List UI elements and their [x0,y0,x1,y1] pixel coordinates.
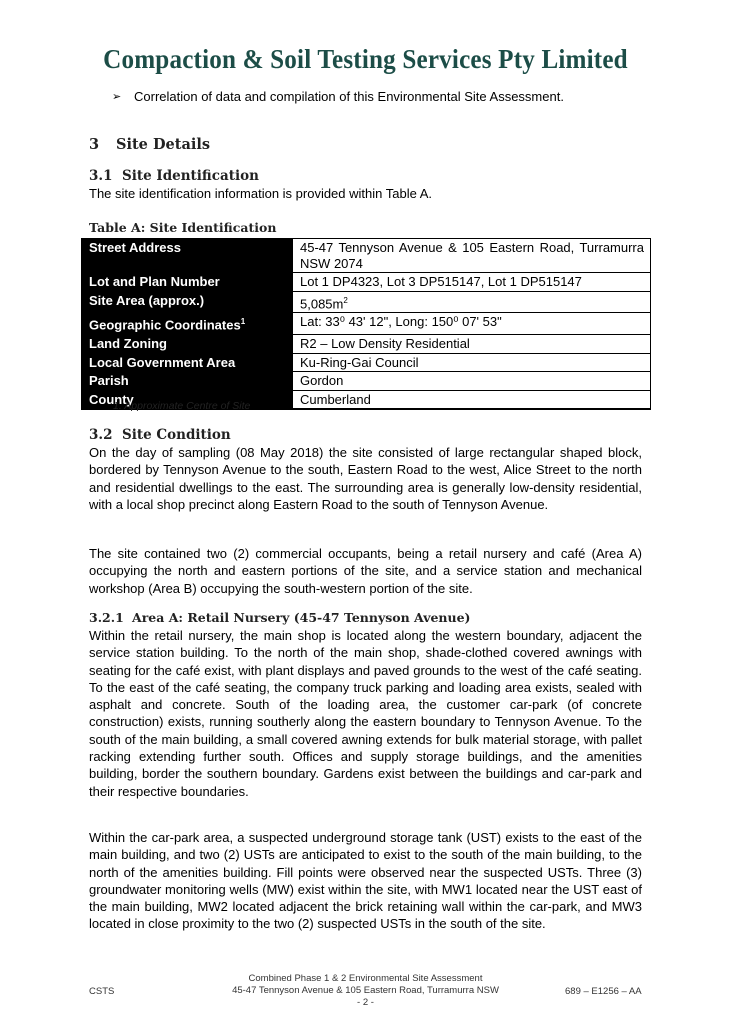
row-value: Cumberland [293,390,651,409]
area-a-paragraph: Within the retail nursery, the main shop is located along the western boundary, adjacent the service station building. To the north of the main shop, shade-clothed covered awnings with seating for the café exist, with plant displays and paved grounds to the west of the café seating. To the east of the café seating, the company truck parking and loading area exists, sealed with asphalt and concrete. South of the loading area, the customer car-park (of concrete construction) exists, running southerly along the eastern boundary to Tennyson Avenue. To the south of the main building, a small covered awning extends for bulk material storage, with pallet racking extending further south. Offices and supply storage buildings, and the amenities building, border the southern boundary. Gardens exist between the buildings and car-park and their respective boundaries. [89,628,642,799]
section-title: Site Identification [122,168,259,184]
table-row [82,372,651,391]
section-number: 3 [89,136,100,153]
page-number: - 2 - [357,997,374,1008]
section-title: Area A: Retail Nursery (45-47 Tennyson Avenue) [132,610,471,625]
row-label: Geographic Coordinates [89,317,241,333]
row-value: 45-47 Tennyson Avenue & 105 Eastern Road, Turramurra NSW 2074 [293,239,651,273]
table-row [82,291,651,313]
row-label: Parish [82,372,293,391]
footer-report-number: 689 – E1256 – AA [565,986,642,997]
row-label: Street Address [82,239,293,273]
section-number: 3.1 [89,168,113,184]
site-condition-paragraph: On the day of sampling (08 May 2018) the site consisted of large rectangular shaped block, bordered by Tennyson Avenue to the south, Eastern Road to the west, Alice Street to the north and residential dwellings to the east. The surrounding area is generally low-density residential, with a local shop precinct along Eastern Road to the south of Tennyson Avenue. [89,445,642,512]
superscript: 2 [343,295,348,305]
row-value: Lot 1 DP4323, Lot 3 DP515147, Lot 1 DP515147 [293,273,651,292]
table-row [82,239,651,273]
intro-bullet-text: Correlation of data and compilation of this Environmental Site Assessment. [134,89,564,104]
section-title: Site Details [116,136,211,153]
row-value-cell [293,291,651,313]
footer-company-code: CSTS [89,986,115,997]
area-a-paragraph: Within the car-park area, a suspected underground storage tank (UST) exists to the east of the main building, and two (2) USTs are anticipated to exist to the south of the main building, to the north of the amenities building. Fill points were observed near the suspected USTs. Three (3) groundwater monitoring wells (MW) exist within the site, with MW1 located near the UST east of the main building, MW2 located adjacent the brick retaining wall within the car-park, and MW3 located in close proximity to the two (2) suspected USTs in the south of the site. [89,830,642,932]
footer-report-title: Combined Phase 1 & 2 Environmental Site Assessment [248,973,483,984]
row-value: Lat: 33⁰ 43' 12", Long: 150⁰ 07' 53" [293,313,651,335]
row-label: Land Zoning [82,335,293,354]
row-value: R2 – Low Density Residential [293,335,651,354]
section-title: Site Condition [122,427,231,443]
section-3-1-heading [89,168,259,184]
arrow-bullet-icon: ➢ [112,91,122,103]
intro-bullet [112,89,564,105]
row-value: Ku-Ring-Gai Council [293,353,651,372]
row-label-cell [82,313,293,335]
footnote-marker: 1 [240,317,246,327]
table-footnote: 1. Approximate Centre of Site [113,400,251,412]
section-3-heading [89,136,210,153]
site-identification-text: The site identification information is provided within Table A. [89,186,433,201]
row-value: 5,085m [300,295,344,311]
row-value: Gordon [293,372,651,391]
table-a-caption: Table A: Site Identification [89,220,277,235]
section-3-2-heading [89,427,231,443]
row-label: Site Area (approx.) [82,291,293,313]
site-identification-table [81,238,651,410]
footer-site-address: 45-47 Tennyson Avenue & 105 Eastern Road, Turramurra NSW [232,985,499,996]
row-label: Local Government Area [82,353,293,372]
table-row [82,335,651,354]
site-condition-paragraph: The site contained two (2) commercial occupants, being a retail nursery and café (Area A) occupying the north and eastern portions of the site, and a service station and mechanical workshop (Area B) occupying the south-western portion of the site. [89,546,642,596]
table-row [82,313,651,335]
section-number: 3.2 [89,427,113,443]
table-row [82,353,651,372]
company-name-header: Compaction & Soil Testing Services Pty Limited [103,44,628,74]
section-number: 3.2.1 [89,610,124,625]
section-3-2-1-heading [89,610,470,625]
row-label: Lot and Plan Number [82,273,293,292]
row-label: County [82,390,293,409]
table-row [82,273,651,292]
